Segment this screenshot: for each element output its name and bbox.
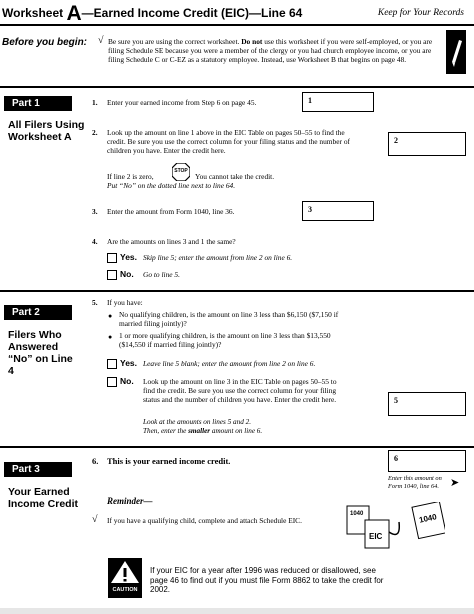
line-4-yes-label: Yes. (120, 252, 138, 262)
line-5-no-text: Look up the amount on line 3 in the EIC Table on pages 50–55 to find the credit. Be sure you use the correct column for your filing status and the number of children you have. Enter the credit here. (143, 377, 337, 404)
checkmark-icon: √ (92, 514, 98, 525)
line-6-text: This is your earned income credit. (107, 456, 231, 466)
section-rule-3 (0, 446, 474, 448)
stop-text: STOP (174, 168, 188, 174)
line-4-text: Are the amounts on lines 3 and 1 the same? (107, 237, 236, 246)
line-2-input[interactable] (388, 132, 466, 156)
title-suffix: —Earned Income Credit (EIC)—Line 64 (81, 6, 303, 20)
line-6-enter-note: Enter this amount on Form 1040, line 64. (388, 475, 442, 490)
part-3-label: Part 3 (4, 462, 72, 477)
icon-1040-label: 1040 (350, 511, 364, 517)
line-3-number: 3. (92, 207, 98, 216)
line-4-yes-checkbox[interactable] (107, 253, 117, 263)
byb-text-1: Be sure you are using the correct worksheet. (108, 37, 240, 46)
page-bottom-strip (0, 608, 474, 614)
line-1-input[interactable] (302, 92, 374, 112)
look-2b: smaller (188, 427, 211, 435)
line-5-text: If you have: (107, 298, 143, 307)
pencil-icon (446, 30, 466, 74)
line-2-number: 2. (92, 128, 98, 137)
line-4-no-checkbox[interactable] (107, 270, 117, 280)
line-2-zero-text (107, 172, 154, 181)
line-1-number: 1. (92, 98, 98, 107)
line-3-box-number: 3 (308, 205, 312, 214)
reminder-text: If you have a qualifying child, complete and attach Schedule EIC. (107, 516, 302, 525)
part-2-heading: Filers Who Answered “No” on Line 4 (8, 329, 73, 377)
line-5-look-2 (143, 427, 262, 436)
reminder-heading: Reminder— (107, 496, 153, 506)
bullet-icon: ● (108, 333, 113, 341)
line-3-text: Enter the amount from Form 1040, line 36. (107, 207, 235, 216)
line-1-text: Enter your earned income from Step 6 on page 45. (107, 98, 257, 107)
line-5-yes-checkbox[interactable] (107, 359, 117, 369)
line-2-zero-a: If line 2 is zero, (107, 172, 154, 181)
before-you-begin-text (108, 37, 438, 64)
line-6-box-number: 6 (394, 454, 398, 463)
caution-text: If your EIC for a year after 1996 was reduced or disallowed, see page 46 to find out if you must file Form 8862 to take the credit for 2002. (150, 566, 384, 594)
look-2c: amount on line 6. (210, 427, 263, 435)
bullet-icon: ● (108, 312, 113, 320)
line-6-number: 6. (92, 456, 99, 466)
caution-label: CAUTION (112, 587, 138, 593)
part-1-heading: All Filers Using Worksheet A (8, 119, 85, 143)
line-4-yes-note: Skip line 5; enter the amount from line 2 on line 6. (143, 253, 293, 262)
line-5-no-label: No. (120, 376, 134, 386)
line-5-yes-label: Yes. (120, 358, 138, 368)
line-4-number: 4. (92, 237, 98, 246)
section-rule-2 (0, 290, 474, 292)
line-1-box-number: 1 (308, 96, 312, 105)
part-1-label: Part 1 (4, 96, 72, 111)
line-5-no-checkbox[interactable] (107, 377, 117, 387)
title-letter: A (66, 2, 82, 25)
line-6-input[interactable] (388, 450, 466, 472)
byb-text-bold: Do not (241, 37, 263, 46)
icon-1040b-label: 1040 (418, 512, 438, 525)
schedule-eic-icon (345, 502, 445, 552)
line-5-bullet-1: No qualifying children, is the amount on line 3 less than $6,150 ($7,150 if married filing jointly)? (119, 310, 339, 328)
line-5-number: 5. (92, 298, 98, 307)
keep-records-note: Keep for Your Records (377, 8, 464, 18)
line-2-text: Look up the amount on line 1 above in the EIC Table on pages 50–55 to find the credit. Be sure you use the correct column for your filing status and the number of children you have. Enter the credit here. (107, 128, 350, 155)
icon-eic-label: EIC (369, 532, 383, 541)
title-prefix: Worksheet (2, 6, 67, 20)
line-5-bullet-2: 1 or more qualifying children, is the amount on line 3 less than $13,550 ($14,550 if married filing jointly)? (119, 331, 331, 349)
line-2-zero-note: Put “No” on the dotted line next to line 64. (107, 181, 236, 190)
line-2-zero-b: You cannot take the credit. (195, 172, 275, 181)
part-3-heading: Your Earned Income Credit (8, 486, 79, 510)
part-2-label: Part 2 (4, 305, 72, 320)
stop-sign-icon (172, 163, 190, 181)
line-4-no-note: Go to line 5. (143, 270, 180, 279)
caution-icon (108, 558, 142, 598)
header-rule (0, 24, 474, 26)
before-you-begin-label: Before you begin: (2, 37, 88, 48)
line-2-box-number: 2 (394, 136, 398, 145)
section-rule-1 (0, 86, 474, 88)
byb-text-2: use this worksheet if you were self-employed, or you are filing Schedule SE because you were a member of the clergy or you had church employee income, or you are filing Schedule C or C-EZ as a statutory employee. Instead, use Worksheet B that begins on page 48. (108, 37, 433, 64)
line-5-box-number: 5 (394, 396, 398, 405)
checkmark-icon: √ (98, 35, 104, 46)
look-2a: Then, enter the (143, 427, 189, 435)
line-5-yes-note: Leave line 5 blank; enter the amount from line 2 on line 6. (143, 359, 316, 368)
line-3-input[interactable] (302, 201, 374, 221)
line-5-input[interactable] (388, 392, 466, 416)
worksheet-title (2, 2, 302, 26)
arrow-right-icon: ➤ (450, 477, 460, 489)
line-5-look-1: Look at the amounts on lines 5 and 2. (143, 418, 252, 426)
line-4-no-label: No. (120, 269, 134, 279)
